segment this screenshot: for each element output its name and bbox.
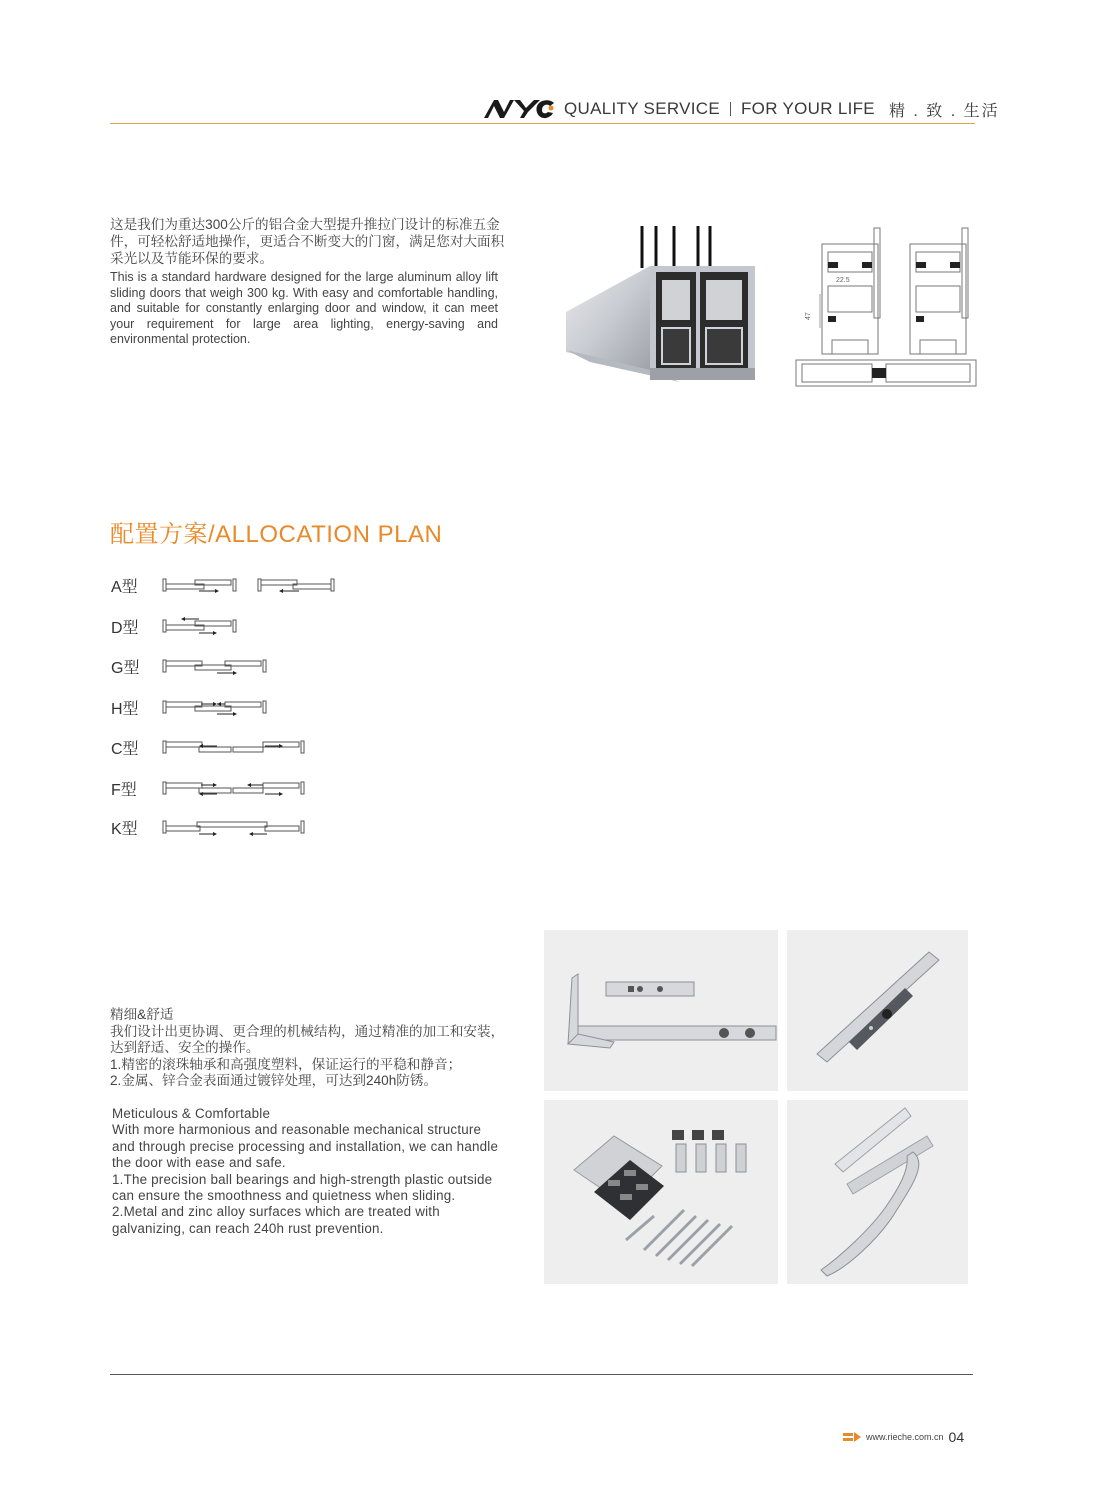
features-cn-item-1: 1.精密的滚珠轴承和高强度塑料，保证运行的平稳和静音； [110, 1056, 462, 1072]
footer-rule [110, 1374, 973, 1375]
photo-transmission-rods [544, 930, 778, 1091]
features-en-body: With more harmonious and reasonable mechanical structure and through precise processing and installation, we can handle the door with ease and safe. [112, 1122, 499, 1171]
features-cn-item-2: 2.金属、锌合金表面通过镀锌处理，可达到240h防锈。 [110, 1073, 438, 1088]
features-cn-block [110, 1007, 510, 1090]
page-header [480, 96, 1000, 122]
photo-accessories-kit [544, 1100, 778, 1284]
tagline-divider [730, 102, 731, 116]
allocation-row-c [111, 736, 351, 758]
features-en-title: Meticulous & Comfortable [112, 1106, 271, 1121]
sliding-diagram-c [161, 737, 351, 757]
sliding-diagram-d [161, 616, 351, 636]
allocation-row-g [111, 655, 351, 677]
type-label: K型 [111, 820, 138, 838]
footer-url: www.rieche.com.cn [866, 1432, 944, 1442]
photo-handle [787, 1100, 968, 1284]
allocation-row-a [111, 574, 351, 596]
features-en-item-1: 1.The precision ball bearings and high-strength plastic outside can ensure the smoothness and quietness when sliding. [112, 1171, 493, 1204]
type-label: F型 [111, 781, 137, 799]
tagline-cn: 精 . 致 . 生活 [888, 102, 1000, 120]
sliding-diagram-a [161, 575, 351, 595]
intro-en-text: This is a standard hardware designed for the large aluminum alloy lift sliding doors that weigh 300 kg. With easy and comfortable handling, and suitable for constantly enlarging door and window, it can meet your requirement for large area lighting, energy-saving and environmental protection. [110, 270, 498, 346]
features-cn-title: 精细&舒适 [110, 1007, 174, 1022]
profile-3d-image [560, 222, 770, 387]
allocation-row-f [111, 777, 351, 799]
type-label: H型 [111, 700, 139, 718]
allocation-plan-title: 配置方案/ALLOCATION PLAN [110, 521, 443, 548]
type-label: C型 [111, 740, 139, 758]
sliding-diagram-f [161, 778, 351, 798]
features-en-item-2: 2.Metal and zinc alloy surfaces which are treated with galvanizing, can reach 240h rust prevention. [112, 1204, 440, 1236]
sliding-diagram-k [161, 817, 351, 837]
allocation-row-k [111, 816, 351, 838]
photo-gearbox-lock [787, 930, 968, 1091]
type-label: D型 [111, 619, 139, 637]
type-label: G型 [111, 659, 140, 677]
sliding-diagram-g [161, 656, 351, 676]
features-cn-body: 我们设计出更协调、更合理的机械结构，通过精准的加工和安装，达到舒适、安全的操作。 [110, 1023, 505, 1055]
type-label: A型 [111, 578, 138, 596]
dimension-label-47: 47 [805, 312, 812, 320]
nyc-logo [480, 98, 556, 120]
allocation-row-d [111, 615, 351, 637]
intro-cn-text: 这是我们为重达300公斤的铝合金大型提升推拉门设计的标准五金件，可轻松舒适地操作，更适合不断变大的门窗，满足您对大面积采光以及节能环保的要求。 [110, 217, 505, 266]
page-footer [843, 1429, 964, 1445]
sliding-diagram-h [161, 697, 351, 717]
profile-section-drawing [792, 222, 978, 392]
footer-arrow-icon [843, 1432, 861, 1442]
dimension-label-22-5: 22.5 [836, 277, 850, 284]
allocation-row-h [111, 696, 351, 718]
page-number: 04 [948, 1429, 965, 1445]
tagline-quality: QUALITY SERVICE [564, 99, 720, 118]
features-en-block [112, 1106, 502, 1237]
header-rule [110, 123, 975, 124]
tagline-life: FOR YOUR LIFE [740, 99, 875, 118]
